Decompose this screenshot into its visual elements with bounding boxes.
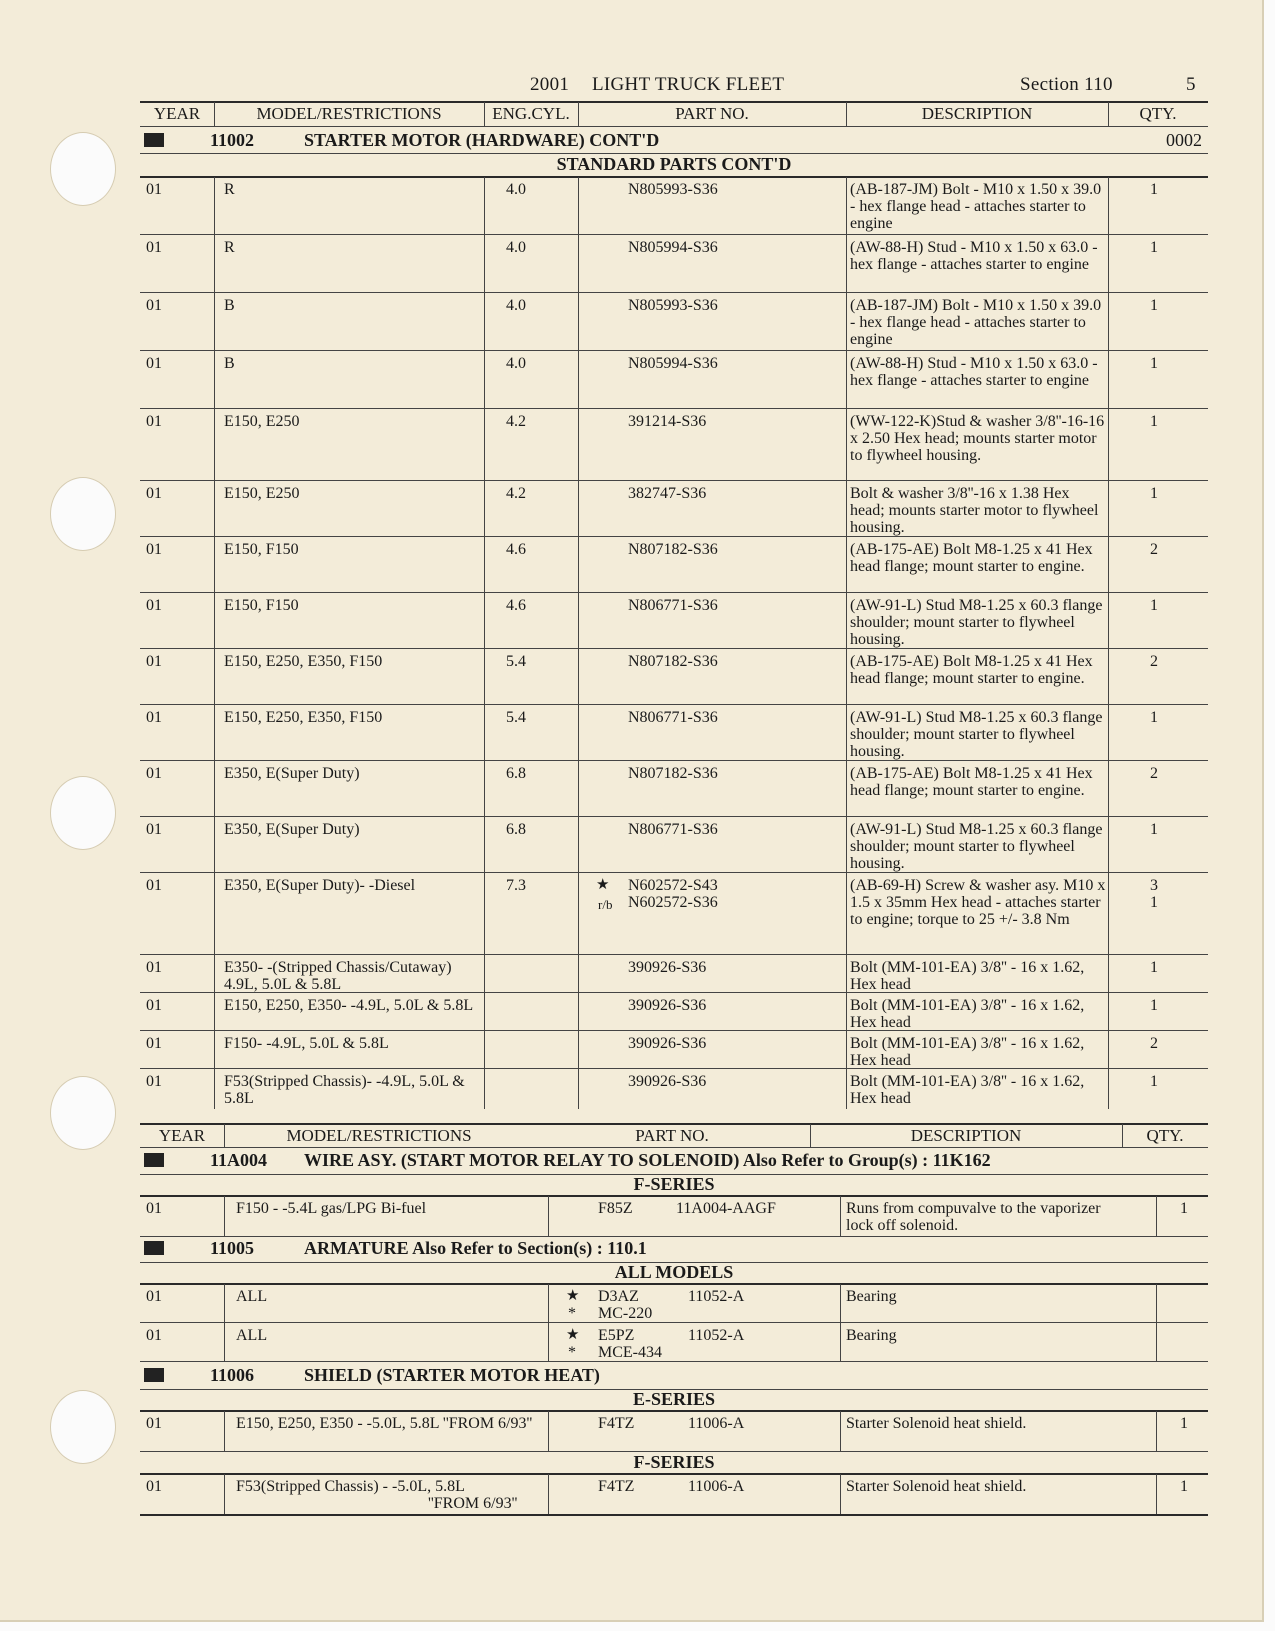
- table-row: [140, 481, 1208, 537]
- subheading-f-series: F-SERIES: [633, 1174, 715, 1194]
- row-year: 01: [146, 765, 162, 782]
- table-row: [140, 235, 1208, 293]
- row-part-alt: MC-220: [598, 1305, 653, 1322]
- row-part: N807182-S36: [628, 653, 718, 670]
- row-qty: 1: [1150, 239, 1158, 256]
- group-title: ARMATURE Also Refer to Section(s) : 110.1: [304, 1238, 647, 1258]
- row-part-prefix: F4TZ: [598, 1478, 635, 1495]
- group-marker: [144, 1368, 164, 1382]
- row-model: R: [224, 181, 235, 198]
- row-desc: Bolt (MM-101-EA) 3/8'' - 16 x 1.62, Hex head: [850, 1035, 1085, 1069]
- row-qty: 1: [1180, 1200, 1188, 1217]
- row-year: 01: [146, 541, 162, 558]
- row-qty: 1: [1180, 1415, 1188, 1432]
- table-row: [140, 993, 1208, 1031]
- row-part: N602572-S43: [628, 877, 718, 894]
- asterisk-marker: *: [568, 1305, 576, 1322]
- row-model: E350- -(Stripped Chassis/Cutaway) 4.9L, 5.0L & 5.8L: [224, 959, 452, 993]
- header-year: 2001: [530, 74, 570, 95]
- group-code: 11006: [210, 1365, 255, 1385]
- row-qty: 2: [1150, 765, 1158, 782]
- row-year: 01: [146, 1478, 162, 1495]
- header-title: LIGHT TRUCK FLEET: [592, 74, 785, 95]
- row-year: 01: [146, 597, 162, 614]
- row-eng: 4.0: [506, 239, 526, 256]
- col-year: YEAR: [158, 1126, 206, 1145]
- row-desc: (AB-175-AE) Bolt M8-1.25 x 41 Hex head flange; mount starter to engine.: [850, 541, 1093, 575]
- binder-hole: [50, 1076, 116, 1150]
- row-qty: 1: [1150, 709, 1158, 726]
- subheading-standard-parts: STANDARD PARTS CONT'D: [556, 154, 792, 174]
- row-model-note: ''FROM 6/93'': [428, 1495, 518, 1512]
- header-section: Section 110: [1020, 74, 1113, 95]
- table-row: [140, 409, 1208, 481]
- row-model: B: [224, 297, 235, 314]
- row-model: F53(Stripped Chassis) - -5.0L, 5.8L: [236, 1478, 465, 1495]
- group-title: SHIELD (STARTER MOTOR HEAT): [304, 1365, 600, 1385]
- group-heading-11002: [140, 128, 1208, 154]
- star-marker: ★: [596, 877, 610, 893]
- row-year: 01: [146, 653, 162, 670]
- star-marker: ★: [566, 1327, 580, 1343]
- row-eng: 4.0: [506, 355, 526, 372]
- row-model: F53(Stripped Chassis)- -4.9L, 5.0L & 5.8L: [224, 1073, 465, 1107]
- table-row: [140, 293, 1208, 351]
- row-qty: 1: [1150, 959, 1158, 976]
- row-desc: Bolt (MM-101-EA) 3/8'' - 16 x 1.62, Hex head: [850, 1073, 1085, 1107]
- row-model: B: [224, 355, 235, 372]
- row-part-base: 11052-A: [688, 1288, 745, 1305]
- row-qty: 2: [1150, 653, 1158, 670]
- row-qty: 1: [1180, 1478, 1188, 1495]
- row-part: 390926-S36: [628, 1035, 707, 1052]
- row-desc: Bearing: [846, 1288, 897, 1305]
- col-part: PART NO.: [675, 104, 749, 123]
- row-desc: (AB-175-AE) Bolt M8-1.25 x 41 Hex head flange; mount starter to engine.: [850, 653, 1093, 687]
- group-title: STARTER MOTOR (HARDWARE) CONT'D: [304, 130, 660, 150]
- row-part: 391214-S36: [628, 413, 707, 430]
- column-header-row-2: [140, 1124, 1208, 1148]
- group-code: 11A004: [210, 1150, 268, 1170]
- row-model: E150, E250, E350, F150: [224, 653, 383, 670]
- row-desc: (AW-91-L) Stud M8-1.25 x 60.3 flange shoulder; mount starter to flywheel housing.: [850, 597, 1103, 648]
- asterisk-marker: *: [568, 1344, 576, 1361]
- row-eng: 5.4: [506, 709, 526, 726]
- row-model: F150 - -5.4L gas/LPG Bi-fuel: [236, 1200, 427, 1217]
- row-desc: (AB-69-H) Screw & washer asy. M10 x 1.5 x 35mm Hex head - attaches starter to engine; torque to 25 +/- 3.8 Nm: [850, 877, 1106, 928]
- row-model: E150, E250: [224, 413, 300, 430]
- row-qty: 1: [1150, 1073, 1158, 1090]
- table-row: [140, 1031, 1208, 1069]
- row-year: 01: [146, 1200, 162, 1217]
- row-year: 01: [146, 239, 162, 256]
- row-year: 01: [146, 1073, 162, 1090]
- binder-hole: [50, 1390, 116, 1464]
- row-model: E150, F150: [224, 541, 299, 558]
- row-year: 01: [146, 1035, 162, 1052]
- row-eng: 4.6: [506, 597, 526, 614]
- group-title: WIRE ASY. (START MOTOR RELAY TO SOLENOID) Also Refer to Group(s) : 11K162: [304, 1150, 991, 1170]
- row-year: 01: [146, 355, 162, 372]
- row-eng: 4.2: [506, 485, 526, 502]
- row-part: 390926-S36: [628, 997, 707, 1014]
- row-part: 390926-S36: [628, 959, 707, 976]
- row-year: 01: [146, 877, 162, 894]
- col-eng: ENG.CYL.: [492, 104, 570, 123]
- row-part: 382747-S36: [628, 485, 707, 502]
- subheading-e-series: E-SERIES: [632, 1389, 716, 1409]
- table-row: [140, 593, 1208, 649]
- table-row: [140, 1284, 1208, 1322]
- table-row: [140, 873, 1208, 955]
- row-desc: (AW-88-H) Stud - M10 x 1.50 x 63.0 - hex flange - attaches starter to engine: [850, 239, 1098, 273]
- binder-hole: [50, 477, 116, 551]
- row-qty: 1: [1150, 597, 1158, 614]
- row-eng: 6.8: [506, 821, 526, 838]
- table-row: [140, 1411, 1208, 1451]
- table-row: [140, 649, 1208, 705]
- row-part: N807182-S36: [628, 541, 718, 558]
- row-eng: 7.3: [506, 877, 526, 894]
- row-part-base: 11052-A: [688, 1327, 745, 1344]
- row-eng: 4.2: [506, 413, 526, 430]
- header-page: 5: [1186, 74, 1196, 95]
- row-qty: 1: [1150, 997, 1158, 1014]
- row-model: R: [224, 239, 235, 256]
- row-part: N806771-S36: [628, 821, 718, 838]
- row-model: ALL: [236, 1288, 268, 1305]
- row-qty: 3: [1150, 877, 1158, 894]
- row-year: 01: [146, 821, 162, 838]
- row-year: 01: [146, 413, 162, 430]
- binder-hole: [50, 776, 116, 850]
- table-row: [140, 1323, 1208, 1361]
- row-part-base: 11006-A: [688, 1415, 745, 1432]
- row-part-prefix: F4TZ: [598, 1415, 635, 1432]
- col-model: MODEL/RESTRICTIONS: [256, 104, 442, 123]
- row-model: ALL: [236, 1327, 268, 1344]
- col-part: PART NO.: [635, 1126, 709, 1145]
- subheading-f-series: F-SERIES: [633, 1452, 715, 1472]
- rb-marker: r/b: [598, 897, 613, 912]
- row-desc: (AW-88-H) Stud - M10 x 1.50 x 63.0 - hex flange - attaches starter to engine: [850, 355, 1098, 389]
- col-qty: QTY.: [1139, 104, 1177, 123]
- group-heading-11005: [140, 1236, 1208, 1262]
- group-heading-11A004: [140, 1148, 1208, 1174]
- row-desc: (AB-187-JM) Bolt - M10 x 1.50 x 39.0 - hex flange head - attaches starter to engine: [850, 297, 1102, 348]
- row-model: F150- -4.9L, 5.0L & 5.8L: [224, 1035, 389, 1052]
- table-row: [140, 1474, 1208, 1514]
- row-year: 01: [146, 1415, 162, 1432]
- row-qty: 1: [1150, 181, 1158, 198]
- row-part-alt: MCE-434: [598, 1344, 662, 1361]
- row-model: E150, E250, E350- -4.9L, 5.0L & 5.8L: [224, 997, 474, 1014]
- row-qty: 1: [1150, 413, 1158, 430]
- table-row: [140, 1196, 1208, 1236]
- row-year: 01: [146, 997, 162, 1014]
- row-model: E350, E(Super Duty): [224, 821, 360, 838]
- col-year: YEAR: [153, 104, 201, 123]
- row-part: N805994-S36: [628, 355, 718, 372]
- row-model: E150, F150: [224, 597, 299, 614]
- row-qty: 2: [1150, 1035, 1158, 1052]
- column-header-row: [140, 102, 1208, 126]
- table-row: [140, 761, 1208, 817]
- row-model: E150, E250: [224, 485, 300, 502]
- row-part-base: 11006-A: [688, 1478, 745, 1495]
- col-desc: DESCRIPTION: [910, 1126, 1022, 1145]
- row-qty: 1: [1150, 821, 1158, 838]
- col-qty: QTY.: [1146, 1126, 1184, 1145]
- table-row: [140, 1069, 1208, 1109]
- row-part-prefix: D3AZ: [598, 1288, 639, 1305]
- row-eng: 6.8: [506, 765, 526, 782]
- row-qty-alt: 1: [1150, 894, 1158, 911]
- group-marker: [144, 1153, 164, 1167]
- row-qty: 1: [1150, 485, 1158, 502]
- row-part-prefix: E5PZ: [598, 1327, 635, 1344]
- table-row: [140, 955, 1208, 993]
- row-model: E150, E250, E350 - -5.0L, 5.8L ''FROM 6/93'': [236, 1415, 533, 1432]
- row-model: E350, E(Super Duty): [224, 765, 360, 782]
- row-desc: Bolt (MM-101-EA) 3/8'' - 16 x 1.62, Hex head: [850, 997, 1085, 1031]
- row-year: 01: [146, 297, 162, 314]
- row-part: N806771-S36: [628, 709, 718, 726]
- row-desc: (AB-187-JM) Bolt - M10 x 1.50 x 39.0 - hex flange head - attaches starter to engine: [850, 181, 1102, 232]
- row-desc: Bearing: [846, 1327, 897, 1344]
- row-qty: 2: [1150, 541, 1158, 558]
- subheading-all-models: ALL MODELS: [614, 1262, 734, 1282]
- row-desc: Bolt & washer 3/8''-16 x 1.38 Hex head; mounts starter motor to flywheel housing.: [850, 485, 1099, 536]
- row-desc: (AW-91-L) Stud M8-1.25 x 60.3 flange shoulder; mount starter to flywheel housing.: [850, 821, 1103, 872]
- table-row: [140, 351, 1208, 409]
- group-marker: [144, 1241, 164, 1255]
- row-desc: (WW-122-K)Stud & washer 3/8''-16-16 x 2.50 Hex head; mounts starter motor to flywheel housing.: [850, 413, 1105, 464]
- row-part: 390926-S36: [628, 1073, 707, 1090]
- row-part: N807182-S36: [628, 765, 718, 782]
- group-code: 11005: [210, 1238, 255, 1258]
- row-desc: Runs from compuvalve to the vaporizer lock off solenoid.: [846, 1200, 1101, 1234]
- group-qty: 0002: [1166, 130, 1202, 150]
- row-model: E350, E(Super Duty)- -Diesel: [224, 877, 416, 894]
- star-marker: ★: [566, 1288, 580, 1304]
- col-model: MODEL/RESTRICTIONS: [286, 1126, 472, 1145]
- row-model: E150, E250, E350, F150: [224, 709, 383, 726]
- row-part-prefix: F85Z: [598, 1200, 633, 1217]
- row-part: N806771-S36: [628, 597, 718, 614]
- table-row: [140, 705, 1208, 761]
- group-code: 11002: [210, 130, 255, 150]
- table-row: [140, 177, 1208, 235]
- row-desc: (AB-175-AE) Bolt M8-1.25 x 41 Hex head flange; mount starter to engine.: [850, 765, 1093, 799]
- row-eng: 4.0: [506, 181, 526, 198]
- row-year: 01: [146, 181, 162, 198]
- row-part: N805993-S36: [628, 297, 718, 314]
- row-eng: 4.6: [506, 541, 526, 558]
- row-eng: 5.4: [506, 653, 526, 670]
- row-part-alt: N602572-S36: [628, 894, 718, 911]
- row-qty: 1: [1150, 297, 1158, 314]
- group-heading-11006: [140, 1363, 1208, 1389]
- col-desc: DESCRIPTION: [921, 104, 1033, 123]
- row-eng: 4.0: [506, 297, 526, 314]
- row-desc: Starter Solenoid heat shield.: [846, 1415, 1027, 1432]
- row-qty: 1: [1150, 355, 1158, 372]
- group-marker: [144, 133, 164, 147]
- row-year: 01: [146, 959, 162, 976]
- row-year: 01: [146, 709, 162, 726]
- row-year: 01: [146, 1288, 162, 1305]
- binder-hole: [50, 132, 116, 206]
- row-year: 01: [146, 485, 162, 502]
- row-part: N805994-S36: [628, 239, 718, 256]
- row-desc: Starter Solenoid heat shield.: [846, 1478, 1027, 1495]
- row-desc: Bolt (MM-101-EA) 3/8'' - 16 x 1.62, Hex head: [850, 959, 1085, 993]
- row-part: N805993-S36: [628, 181, 718, 198]
- row-desc: (AW-91-L) Stud M8-1.25 x 60.3 flange shoulder; mount starter to flywheel housing.: [850, 709, 1103, 760]
- table-row: [140, 537, 1208, 593]
- row-part-base: 11A004-AAGF: [676, 1200, 776, 1217]
- table-row: [140, 817, 1208, 873]
- row-year: 01: [146, 1327, 162, 1344]
